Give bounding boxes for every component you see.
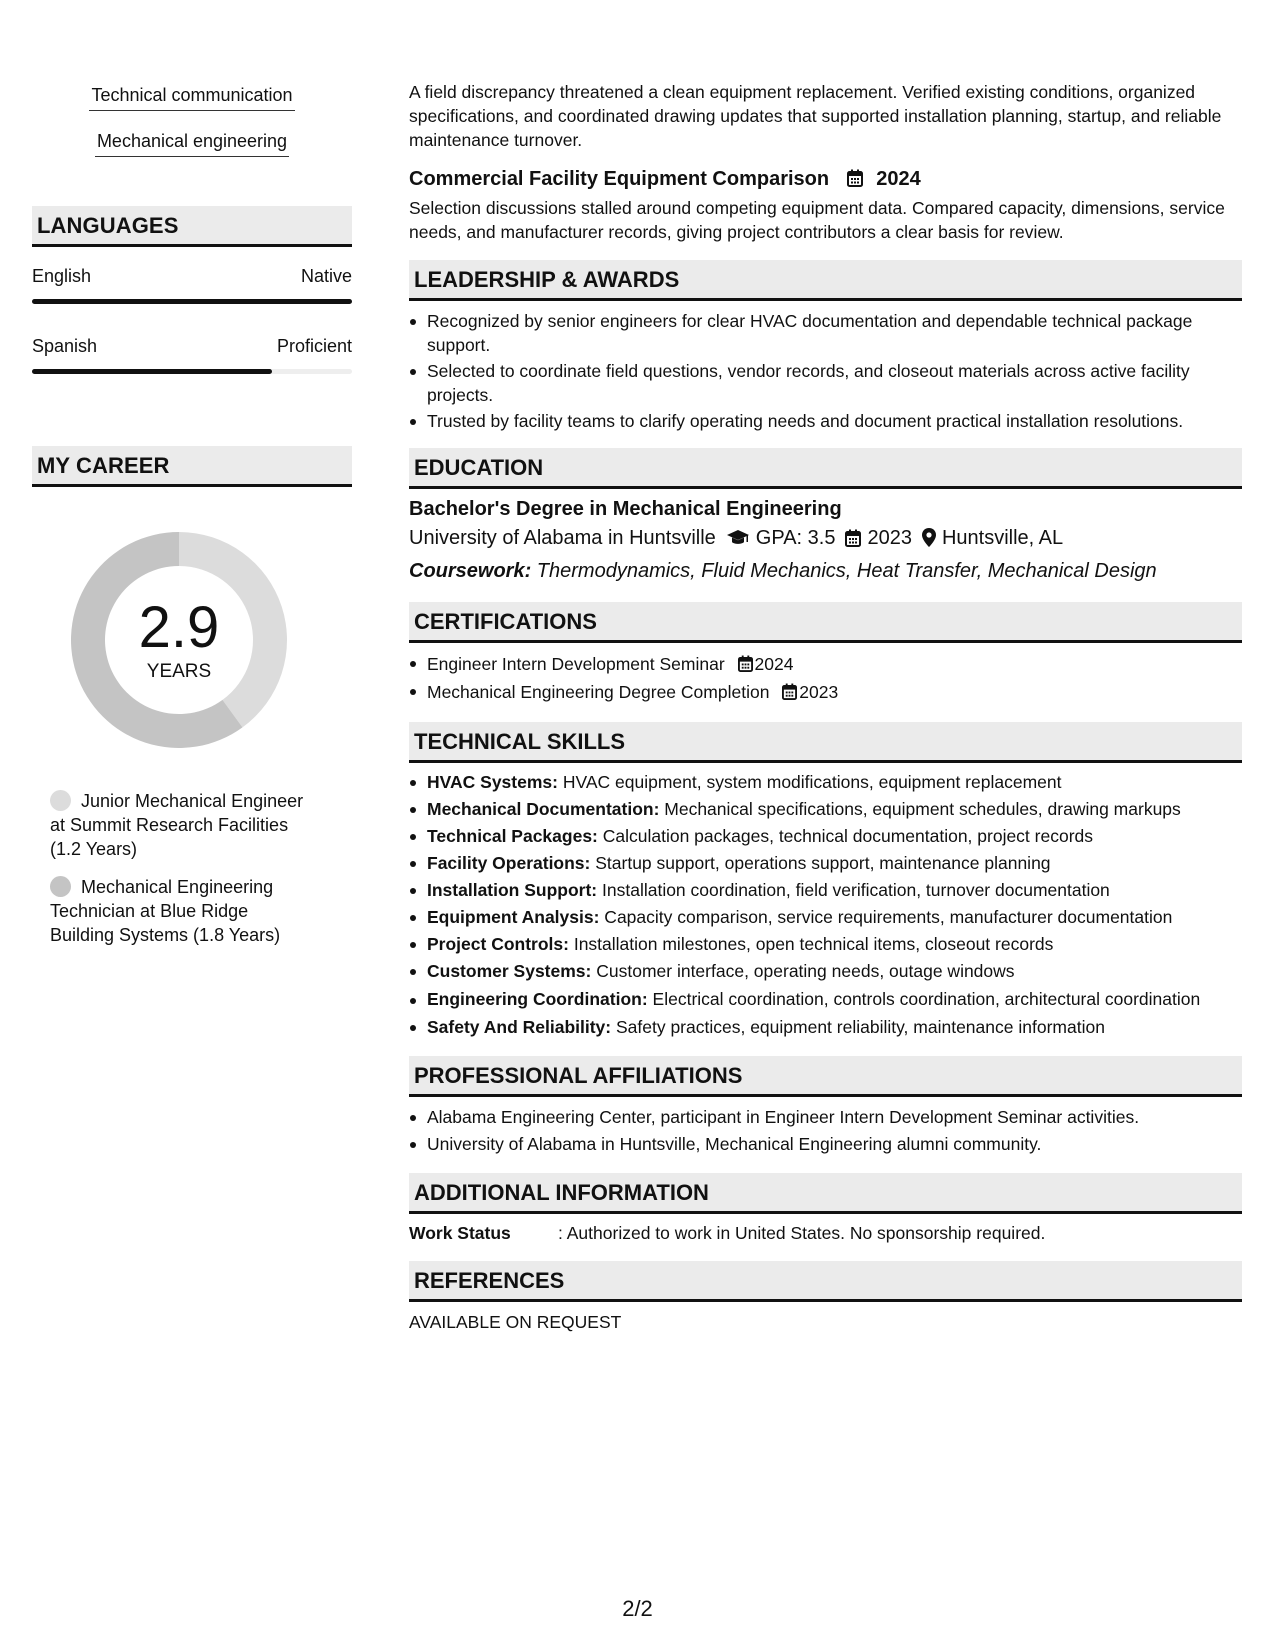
career-legend	[32, 789, 317, 947]
list-item: Alabama Engineering Center, participant in Engineer Intern Development Seminar activities.	[409, 1104, 1242, 1131]
skill-item	[409, 877, 1242, 904]
list-item: University of Alabama in Huntsville, Mechanical Engineering alumni community.	[409, 1131, 1242, 1158]
skill-item	[409, 850, 1242, 877]
skill-text: Mechanical specifications, equipment schedules, drawing markups	[659, 799, 1181, 819]
references-heading: REFERENCES	[409, 1261, 1242, 1302]
career-item	[50, 875, 317, 947]
list-item	[409, 651, 1242, 679]
career-item	[50, 789, 317, 861]
skill-tag	[32, 83, 352, 111]
skill-tag-label: Mechanical engineering	[95, 129, 289, 157]
career-dot	[50, 790, 71, 811]
career-dot	[50, 876, 71, 897]
technical-skills-list	[409, 769, 1242, 1041]
career-item-text: Mechanical Engineering Technician at Blue Ridge Building Systems (1.8 Years)	[50, 877, 281, 945]
location-pin-icon	[922, 528, 936, 554]
coursework-text: Thermodynamics, Fluid Mechanics, Heat Transfer, Mechanical Design	[531, 560, 1157, 582]
gpa: GPA: 3.5	[755, 527, 836, 549]
skill-label: Project Controls:	[427, 934, 569, 954]
language-bar-fill	[32, 299, 352, 304]
leadership-list	[409, 309, 1242, 433]
certification-name: Mechanical Engineering Degree Completion	[427, 682, 770, 702]
references-text: AVAILABLE ON REQUEST	[409, 1312, 622, 1332]
career-donut-chart	[64, 525, 294, 755]
skill-label: HVAC Systems:	[427, 772, 558, 792]
project-year: 2024	[876, 168, 921, 190]
main-content	[409, 80, 1242, 1334]
skill-label: Equipment Analysis:	[427, 907, 600, 927]
list-item: Recognized by senior engineers for clear HVAC documentation and dependable technical package support.	[409, 309, 1242, 357]
skill-text: Capacity comparison, service requirements, manufacturer documentation	[599, 907, 1173, 927]
language-level: Proficient	[276, 336, 352, 356]
work-status-label: Work Status	[409, 1223, 511, 1243]
skill-label: Engineering Coordination:	[427, 989, 648, 1009]
page-number: 2/2	[622, 1596, 653, 1621]
skill-item	[409, 769, 1242, 796]
language-item	[32, 335, 352, 374]
affiliations-heading: PROFESSIONAL AFFILIATIONS	[409, 1056, 1242, 1097]
list-item: Selected to coordinate field questions, vendor records, and closeout materials across active facility projects.	[409, 359, 1242, 407]
skill-label: Safety And Reliability:	[427, 1017, 612, 1037]
school-name: University of Alabama in Huntsville	[409, 527, 716, 549]
language-name: Spanish	[32, 336, 98, 356]
career-heading: MY CAREER	[32, 446, 352, 487]
career-total-years: 2.9	[138, 595, 220, 660]
work-status-value: : Authorized to work in United States. No sponsorship required.	[558, 1223, 1046, 1243]
skill-item	[409, 904, 1242, 931]
language-item	[32, 265, 352, 304]
skill-tag	[32, 129, 352, 157]
certification-name: Engineer Intern Development Seminar	[427, 654, 725, 674]
project-description: Selection discussions stalled around competing equipment data. Compared capacity, dimensions, service needs, and manufacturer records, giving project contributors a clear basis for review.	[409, 198, 1225, 242]
skill-item	[409, 931, 1242, 958]
education-meta	[409, 525, 1242, 554]
list-item: Trusted by facility teams to clarify operating needs and document practical installation resolutions.	[409, 409, 1242, 433]
affiliations-list	[409, 1104, 1242, 1158]
skill-label: Customer Systems:	[427, 961, 592, 981]
skill-label: Mechanical Documentation:	[427, 799, 660, 819]
certifications-heading: CERTIFICATIONS	[409, 602, 1242, 643]
coursework-label: Coursework:	[409, 560, 532, 582]
skill-text: Safety practices, equipment reliability, maintenance information	[611, 1017, 1105, 1037]
skill-item	[409, 796, 1242, 823]
languages-heading: LANGUAGES	[32, 206, 352, 247]
calendar-icon	[847, 168, 863, 194]
language-name: English	[32, 266, 92, 286]
language-bar	[32, 369, 352, 374]
graduation-cap-icon	[726, 528, 750, 554]
additional-info-heading: ADDITIONAL INFORMATION	[409, 1173, 1242, 1214]
language-bar	[32, 299, 352, 304]
skill-text: Electrical coordination, controls coordination, architectural coordination	[647, 989, 1201, 1009]
language-bar-fill	[32, 369, 272, 374]
certification-year: 2024	[754, 654, 794, 674]
skill-item	[409, 1014, 1242, 1041]
skill-text: Customer interface, operating needs, outage windows	[591, 961, 1015, 981]
skill-item	[409, 958, 1242, 985]
technical-skills-heading: TECHNICAL SKILLS	[409, 722, 1242, 763]
education-location: Huntsville, AL	[941, 527, 1064, 549]
calendar-icon	[738, 653, 753, 679]
skill-text: Calculation packages, technical documentation, project records	[597, 826, 1094, 846]
skill-item	[409, 987, 1242, 1011]
project-title-row	[409, 166, 1242, 194]
language-level: Native	[300, 266, 352, 286]
leadership-heading: LEADERSHIP & AWARDS	[409, 260, 1242, 301]
certification-year: 2023	[799, 682, 839, 702]
experience-description: A field discrepancy threatened a clean equipment replacement. Verified existing conditions, organized specifications, and coordinated drawing updates that supported installation planning, startup, and reliable maintenance turnover.	[409, 82, 1222, 150]
certifications-list	[409, 651, 1242, 707]
skill-text: Installation coordination, field verification, turnover documentation	[597, 880, 1110, 900]
skill-label: Installation Support:	[427, 880, 598, 900]
coursework	[409, 558, 1242, 584]
calendar-icon	[845, 528, 861, 554]
graduation-year: 2023	[867, 527, 912, 549]
calendar-icon	[782, 681, 797, 707]
sidebar	[32, 80, 352, 947]
work-status-row	[409, 1221, 1242, 1245]
career-item-text: Junior Mechanical Engineer at Summit Research Facilities (1.2 Years)	[50, 791, 304, 859]
skill-text: Installation milestones, open technical items, closeout records	[568, 934, 1054, 954]
project-title: Commercial Facility Equipment Comparison	[409, 168, 830, 190]
skill-text: HVAC equipment, system modifications, equipment replacement	[557, 772, 1062, 792]
skill-label: Technical Packages:	[427, 826, 598, 846]
list-item	[409, 679, 1242, 707]
skill-text: Startup support, operations support, maintenance planning	[590, 853, 1051, 873]
career-total-unit: YEARS	[146, 661, 212, 682]
skill-label: Facility Operations:	[427, 853, 591, 873]
skill-item	[409, 823, 1242, 850]
education-heading: EDUCATION	[409, 448, 1242, 489]
degree-title: Bachelor's Degree in Mechanical Engineering	[409, 498, 842, 520]
skill-tag-label: Technical communication	[89, 83, 294, 111]
